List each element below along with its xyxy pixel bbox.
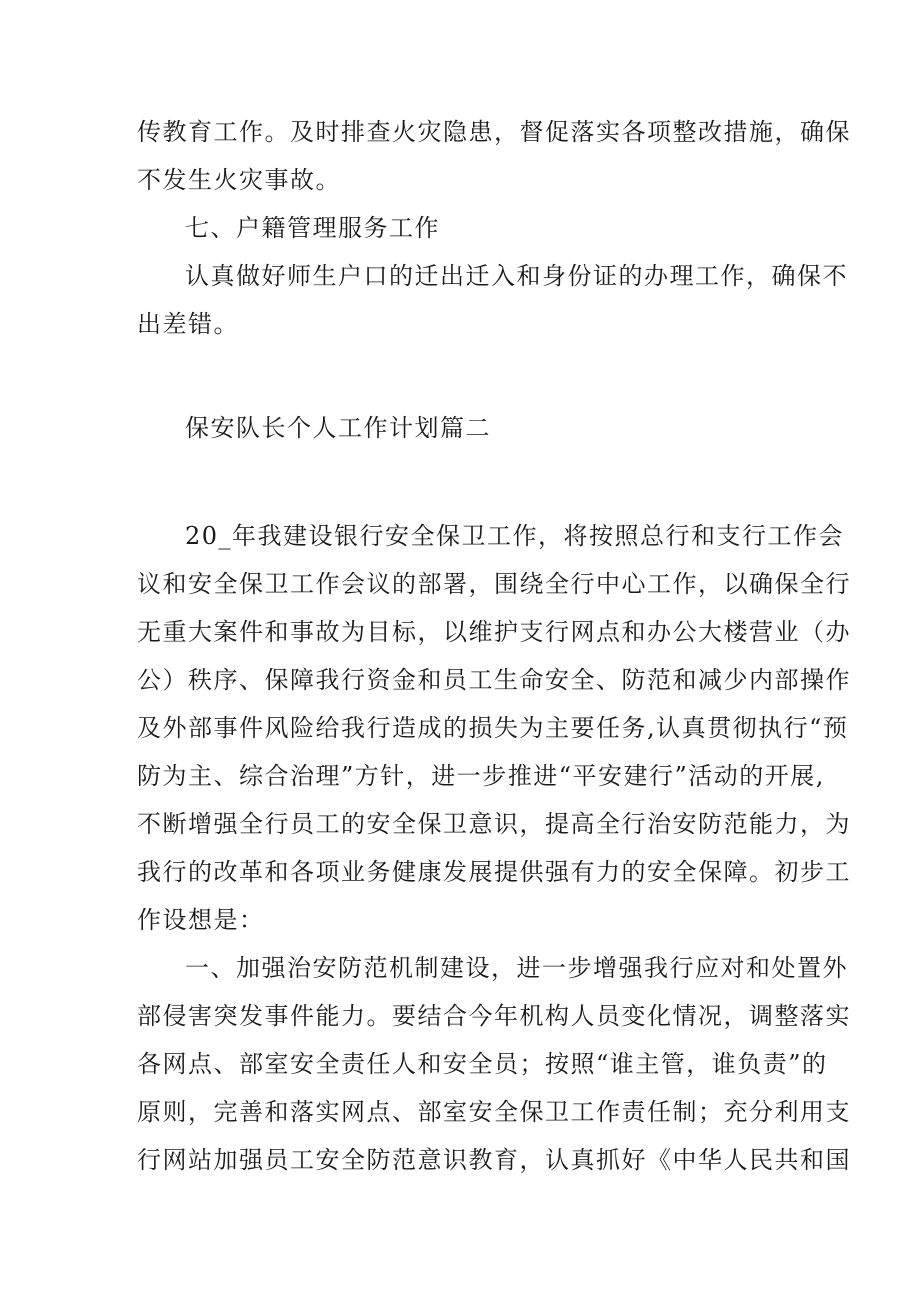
paragraph-line: 20_年我建设银行安全保卫工作，将按照总行和支行工作会 [185, 522, 845, 550]
spacer [137, 348, 797, 404]
paragraph-line: 及外部事件风险给我行造成的损失为主要任务,认真贯彻执行“预 [137, 714, 849, 742]
paragraph-line: 无重大案件和事故为目标，以维护支行网点和办公大楼营业（办 [137, 618, 851, 646]
paragraph-line: 部侵害突发事件能力。要结合今年机构人员变化情况，调整落实 [137, 1002, 851, 1030]
paragraph-line: 不断增强全行员工的安全保卫意识，提高全行治安防范能力，为 [137, 810, 851, 838]
paragraph-line: 一、加强治安防范机制建设，进一步增强我行应对和处置外 [185, 954, 848, 982]
paragraph-line: 原则，完善和落实网点、部室安全保卫工作责任制；充分利用支 [137, 1098, 851, 1126]
paragraph-line: 公）秩序、保障我行资金和员工生命安全、防范和减少内部操作 [137, 666, 851, 694]
paragraph-line: 传教育工作。及时排查火灾隐患，督促落实各项整改措施，确保 [137, 118, 851, 146]
paragraph-line: 防为主、综合治理”方针，进一步推进“平安建行”活动的开展, [137, 762, 825, 790]
paragraph-line: 行网站加强员工安全防范意识教育，认真抓好《中华人民共和国 [137, 1146, 851, 1174]
paragraph-line: 认真做好师生户口的迁出迁入和身份证的办理工作，确保不 [185, 262, 848, 290]
spacer [137, 452, 797, 512]
paragraph-line: 各网点、部室安全责任人和安全员；按照“谁主管，谁负责”的 [137, 1050, 828, 1078]
paragraph-line: 作设想是： [137, 906, 265, 934]
paragraph-line: 不发生火灾事故。 [137, 166, 341, 194]
paragraph-line: 我行的改革和各项业务健康发展提供强有力的安全保障。初步工 [137, 858, 851, 886]
section-heading: 七、户籍管理服务工作 [185, 214, 440, 242]
document-page [137, 108, 851, 1184]
paragraph-line: 议和安全保卫工作会议的部署，围绕全行中心工作，以确保全行 [137, 570, 851, 598]
paragraph-line: 出差错。 [137, 310, 239, 338]
article-title: 保安队长个人工作计划篇二 [185, 414, 491, 442]
